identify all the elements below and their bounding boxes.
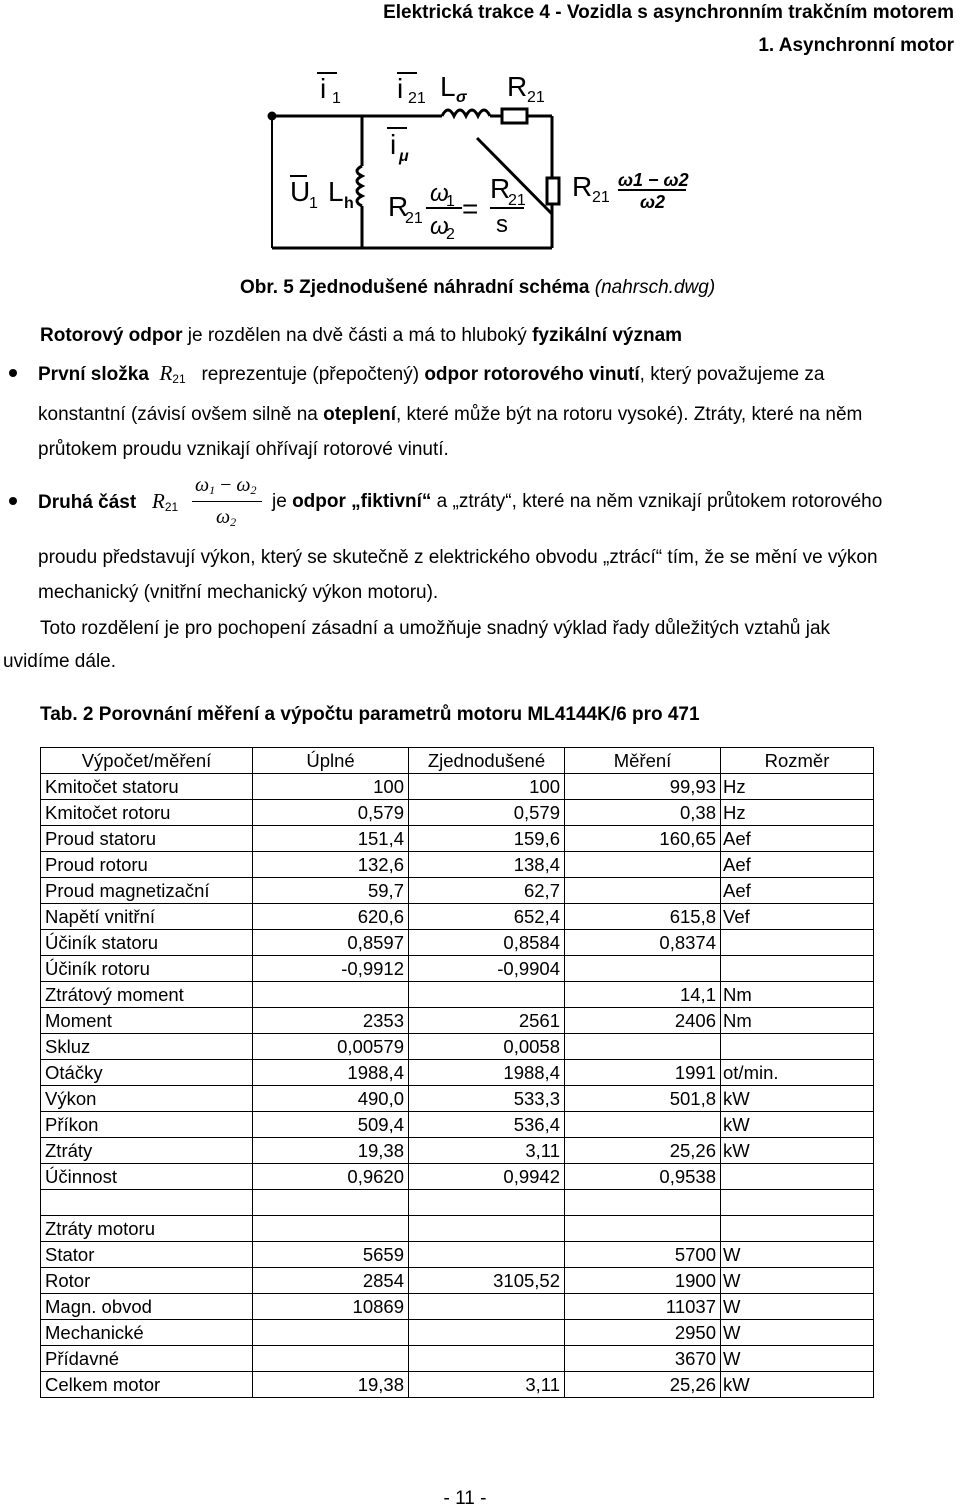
table-cell: 100: [409, 774, 565, 800]
equivalent-circuit-diagram: [262, 66, 702, 251]
intro-paragraph: Rotorový odpor je rozdělen na dvě části a má to hluboký fyzikální význam: [40, 325, 683, 346]
table-cell: kW: [721, 1372, 874, 1398]
table-cell: Magn. obvod: [41, 1294, 253, 1320]
table-cell: [565, 852, 721, 878]
table-cell: 3670: [565, 1346, 721, 1372]
table-row: [41, 800, 874, 826]
document-header-chapter: 1. Asynchronní motor: [758, 35, 954, 56]
table-cell: 2353: [253, 1008, 409, 1034]
svg-text:h: h: [344, 195, 354, 212]
table-cell: [565, 1112, 721, 1138]
table-cell: [721, 956, 874, 982]
bullet-marker: [9, 369, 17, 377]
table-cell: Aef: [721, 826, 874, 852]
table-cell: kW: [721, 1112, 874, 1138]
closing-paragraph-line1: Toto rozdělení je pro pochopení zásadní a umožňuje snadný výklad řady důležitých vztahů jak: [40, 618, 831, 639]
header-cell: Úplné: [253, 748, 409, 774]
table-row: [41, 774, 874, 800]
table-row: [41, 1346, 874, 1372]
table-cell: Kmitočet rotoru: [41, 800, 253, 826]
table-cell: Účinnost: [41, 1164, 253, 1190]
comparison-table: [40, 747, 874, 1398]
table-cell: 536,4: [409, 1112, 565, 1138]
table-cell: 160,65: [565, 826, 721, 852]
table-cell: [565, 878, 721, 904]
table-cell: Kmitočet statoru: [41, 774, 253, 800]
table-row: [41, 1320, 874, 1346]
table-cell: 1900: [565, 1268, 721, 1294]
table-cell: 62,7: [409, 878, 565, 904]
rotor-resistor-symbol: [502, 109, 527, 123]
table-cell: [721, 1216, 874, 1242]
table-cell: [721, 1034, 874, 1060]
table-cell: 0,0058: [409, 1034, 565, 1060]
label-R21-right: R: [572, 171, 593, 202]
table-row: [41, 1138, 874, 1164]
label-omega-fraction-num: ω1 − ω2: [618, 170, 689, 190]
table-cell: Celkem motor: [41, 1372, 253, 1398]
table-cell: Hz: [721, 774, 874, 800]
label-slip: s: [496, 211, 508, 238]
document-header-title: Elektrická trakce 4 - Vozidla s asynchronním trakčním motorem: [383, 2, 954, 23]
table-cell: Proud rotoru: [41, 852, 253, 878]
table-cell: 19,38: [253, 1372, 409, 1398]
table-cell: 3,11: [409, 1372, 565, 1398]
label-Lh: L: [328, 176, 344, 207]
table-cell: 533,3: [409, 1086, 565, 1112]
table-cell: [721, 930, 874, 956]
header-cell: Výpočet/měření: [41, 748, 253, 774]
table-cell: 10869: [253, 1294, 409, 1320]
table-cell: [565, 1216, 721, 1242]
label-omega2: ω: [430, 213, 449, 240]
table-cell: 25,26: [565, 1138, 721, 1164]
table-cell: 25,26: [565, 1372, 721, 1398]
table-cell: [41, 1190, 253, 1216]
svg-text:σ: σ: [456, 89, 467, 106]
bullet-second-label: Druhá část $R_{21}$: [38, 489, 179, 514]
table-cell: 2561: [409, 1008, 565, 1034]
svg-text:21: 21: [508, 192, 526, 209]
table-cell: 0,8597: [253, 930, 409, 956]
table-header-row: [41, 748, 874, 774]
label-R21-top: R: [507, 71, 528, 102]
table-cell: 0,579: [409, 800, 565, 826]
table-cell: 0,579: [253, 800, 409, 826]
table-cell: -0,9904: [409, 956, 565, 982]
svg-text:1: 1: [446, 193, 455, 210]
table-cell: [721, 1190, 874, 1216]
page-number: - 11 -: [443, 1488, 487, 1509]
table-cell: [565, 956, 721, 982]
table-cell: W: [721, 1320, 874, 1346]
table-cell: [565, 1034, 721, 1060]
svg-text:21: 21: [592, 189, 610, 206]
table-cell: Nm: [721, 1008, 874, 1034]
table-cell: Rotor: [41, 1268, 253, 1294]
label-equals: =: [462, 193, 479, 224]
svg-text:21: 21: [405, 210, 423, 227]
table-row: [41, 1086, 874, 1112]
table-cell: 138,4: [409, 852, 565, 878]
table-row: [41, 1190, 874, 1216]
svg-text:21: 21: [408, 90, 426, 107]
table-cell: Vef: [721, 904, 874, 930]
table-title: Tab. 2 Porovnání měření a výpočtu parametrů motoru ML4144K/6 pro 471: [40, 704, 700, 725]
table-cell: 59,7: [253, 878, 409, 904]
bullet-second-continuation: proudu představují výkon, který se skutečně z elektrického obvodu „ztrácí“ tím, že se mění ve výkon mechanický (vnitřní mechanický výkon motoru).: [38, 547, 878, 603]
table-cell: 14,1: [565, 982, 721, 1008]
magnetizing-inductor-symbol: [357, 166, 362, 206]
table-cell: W: [721, 1242, 874, 1268]
header-cell: Zjednodušené: [409, 748, 565, 774]
table-row: [41, 1034, 874, 1060]
table-cell: 501,8: [565, 1086, 721, 1112]
table-cell: kW: [721, 1086, 874, 1112]
table-row: [41, 1242, 874, 1268]
table-row: [41, 1008, 874, 1034]
svg-text:1: 1: [309, 195, 318, 212]
table-cell: [409, 1190, 565, 1216]
table-row: [41, 878, 874, 904]
table-cell: [409, 1242, 565, 1268]
table-cell: W: [721, 1268, 874, 1294]
table-cell: [409, 1346, 565, 1372]
table-cell: 99,93: [565, 774, 721, 800]
table-cell: Stator: [41, 1242, 253, 1268]
table-cell: [409, 1216, 565, 1242]
label-imu: i: [390, 129, 397, 160]
table-row: [41, 930, 874, 956]
closing-paragraph-line2: uvidíme dále.: [3, 651, 117, 672]
table-cell: [253, 1320, 409, 1346]
table-cell: [409, 1320, 565, 1346]
table-cell: 1991: [565, 1060, 721, 1086]
label-i1: i: [320, 73, 327, 104]
table-cell: 5659: [253, 1242, 409, 1268]
table-cell: 2406: [565, 1008, 721, 1034]
label-R21-s: R: [490, 173, 511, 204]
leakage-inductor-symbol: [442, 110, 490, 116]
table-cell: Výkon: [41, 1086, 253, 1112]
svg-text:1: 1: [332, 90, 341, 107]
table-cell: ot/min.: [721, 1060, 874, 1086]
label-Lsigma: L: [440, 71, 456, 102]
table-row: [41, 956, 874, 982]
table-cell: [409, 982, 565, 1008]
table-row: [41, 1372, 874, 1398]
load-resistor-symbol: [547, 178, 559, 204]
table-cell: 3105,52: [409, 1268, 565, 1294]
table-cell: 0,9620: [253, 1164, 409, 1190]
table-cell: Účiník rotoru: [41, 956, 253, 982]
label-i21: i: [397, 73, 404, 104]
svg-text:2: 2: [446, 226, 455, 243]
table-cell: Nm: [721, 982, 874, 1008]
table-cell: [253, 982, 409, 1008]
table-cell: 0,38: [565, 800, 721, 826]
table-row: [41, 1216, 874, 1242]
table-cell: 490,0: [253, 1086, 409, 1112]
table-row: [41, 1294, 874, 1320]
table-cell: Otáčky: [41, 1060, 253, 1086]
label-R21-mid: R: [388, 191, 409, 222]
svg-text:21: 21: [527, 89, 545, 106]
table-cell: 2950: [565, 1320, 721, 1346]
table-cell: [409, 1294, 565, 1320]
table-cell: [565, 1190, 721, 1216]
table-cell: 3,11: [409, 1138, 565, 1164]
table-cell: Moment: [41, 1008, 253, 1034]
table-cell: Aef: [721, 878, 874, 904]
table-cell: 509,4: [253, 1112, 409, 1138]
table-cell: [253, 1190, 409, 1216]
bullet-first-component: První složka $R_{21}$ reprezentuje (přepočtený) odpor rotorového vinutí, který považujeme za konstantní (závisí ovšem silně na oteplení, které může být na rotoru vysoké). Ztráty, které na něm průtokem proudu vznikají ohřívají rotorové vinutí.: [38, 361, 863, 460]
label-omega1: ω: [430, 180, 449, 207]
table-cell: [253, 1216, 409, 1242]
table-cell: 2854: [253, 1268, 409, 1294]
table-cell: Ztráty motoru: [41, 1216, 253, 1242]
table-cell: [253, 1346, 409, 1372]
table-cell: 0,00579: [253, 1034, 409, 1060]
table-cell: [721, 1164, 874, 1190]
table-row: [41, 1060, 874, 1086]
table-row: [41, 1268, 874, 1294]
table-row: [41, 904, 874, 930]
table-cell: 132,6: [253, 852, 409, 878]
table-cell: 620,6: [253, 904, 409, 930]
table-cell: 0,9942: [409, 1164, 565, 1190]
table-cell: 11037: [565, 1294, 721, 1320]
table-cell: Ztrátový moment: [41, 982, 253, 1008]
table-row: [41, 1164, 874, 1190]
header-cell: Rozměr: [721, 748, 874, 774]
table-row: [41, 1112, 874, 1138]
table-cell: 159,6: [409, 826, 565, 852]
bullet-marker: [9, 497, 17, 505]
table-cell: Příkon: [41, 1112, 253, 1138]
header-cell: Měření: [565, 748, 721, 774]
table-cell: Proud magnetizační: [41, 878, 253, 904]
fraction-bar: [192, 501, 262, 502]
table-cell: 100: [253, 774, 409, 800]
table-cell: 0,9538: [565, 1164, 721, 1190]
table-cell: kW: [721, 1138, 874, 1164]
table-row: [41, 826, 874, 852]
table-row: [41, 982, 874, 1008]
table-cell: 0,8584: [409, 930, 565, 956]
table-cell: Ztráty: [41, 1138, 253, 1164]
table-cell: Mechanické: [41, 1320, 253, 1346]
table-cell: -0,9912: [253, 956, 409, 982]
table-cell: Účiník statoru: [41, 930, 253, 956]
table-row: [41, 852, 874, 878]
table-cell: Skluz: [41, 1034, 253, 1060]
table-cell: W: [721, 1294, 874, 1320]
label-omega-fraction-den: ω2: [640, 192, 666, 212]
omega-fraction-numerator: $\omega_1 - \omega_2$: [195, 474, 257, 497]
table-cell: 615,8: [565, 904, 721, 930]
table-cell: Hz: [721, 800, 874, 826]
label-U1: U: [290, 176, 311, 207]
table-cell: Přídavné: [41, 1346, 253, 1372]
bullet-second-text: je odpor „fiktivní“ a „ztráty“, které na něm vznikají průtokem rotorového: [272, 491, 883, 512]
table-cell: Napětí vnitřní: [41, 904, 253, 930]
table-cell: W: [721, 1346, 874, 1372]
table-cell: 1988,4: [253, 1060, 409, 1086]
table-cell: 151,4: [253, 826, 409, 852]
table-cell: 652,4: [409, 904, 565, 930]
table-cell: 0,8374: [565, 930, 721, 956]
omega-fraction-denominator: $\omega_2$: [216, 506, 237, 529]
table-cell: Aef: [721, 852, 874, 878]
table-cell: 1988,4: [409, 1060, 565, 1086]
table-cell: 19,38: [253, 1138, 409, 1164]
figure-caption: Obr. 5 Zjednodušené náhradní schéma (nahrsch.dwg): [240, 277, 716, 298]
table-cell: 5700: [565, 1242, 721, 1268]
table-cell: Proud statoru: [41, 826, 253, 852]
svg-text:μ: μ: [399, 148, 409, 165]
